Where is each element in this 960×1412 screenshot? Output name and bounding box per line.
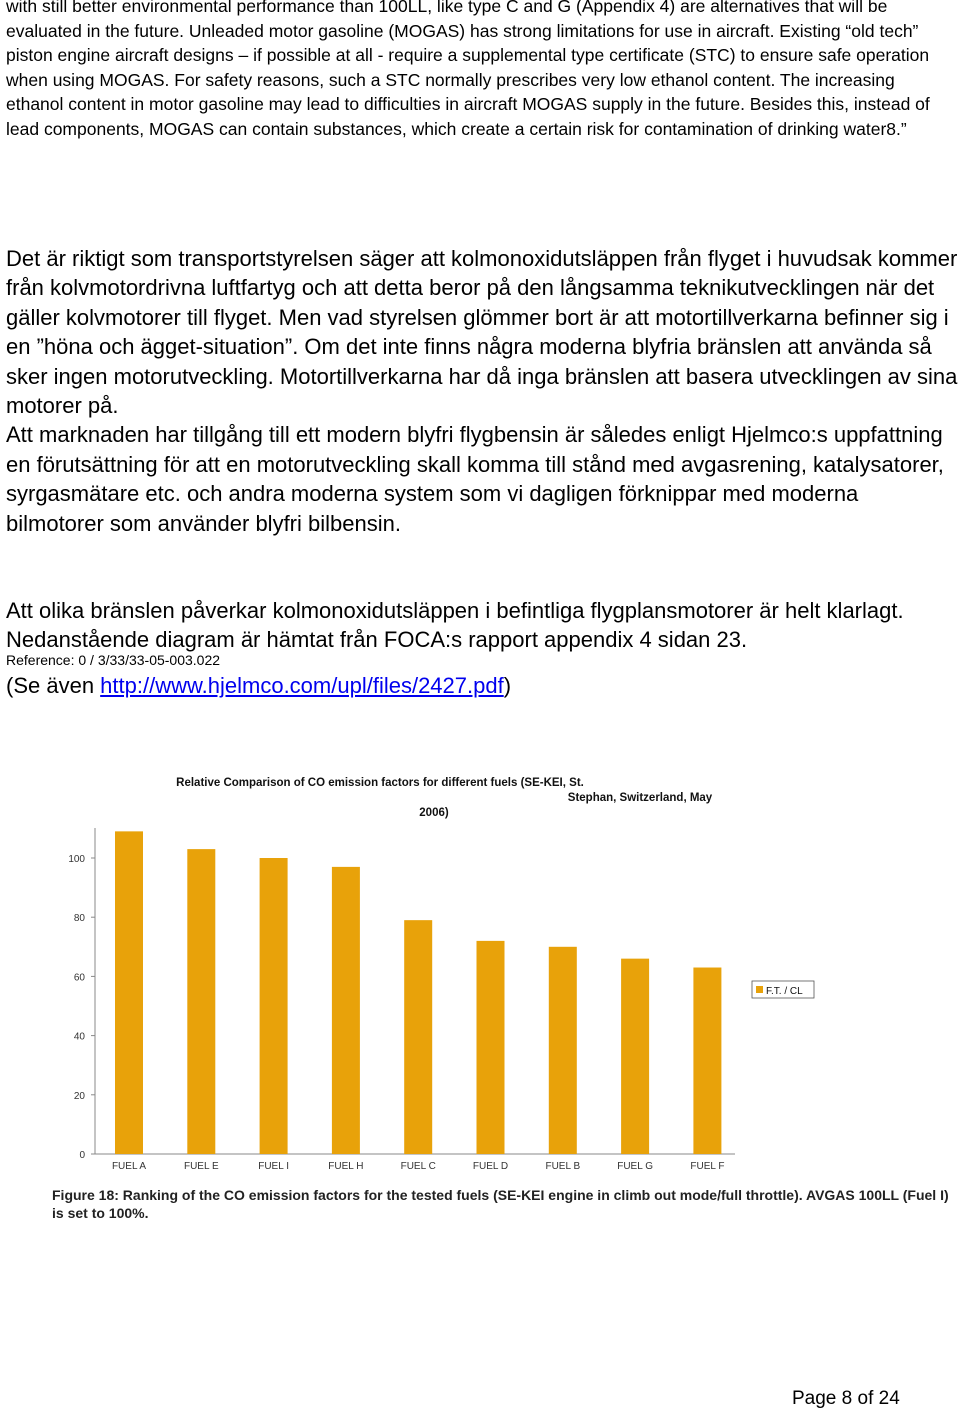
x-tick-label: FUEL A [111,1161,147,1172]
bar [404,920,432,1154]
bar [332,867,360,1154]
bar [187,849,215,1154]
y-tick-label: 100 [68,854,85,865]
see-also-line [6,673,511,699]
y-tick-label: 20 [73,1090,85,1102]
co-emission-chart [0,760,960,1180]
bar [693,968,721,1154]
swedish-text-block [6,244,960,538]
x-tick-label: FUEL B [545,1161,581,1172]
paragraph-marknaden: Att marknaden har tillgång till ett modern blyfri flygbensin är således enligt Hjelmco:s uppfattning en förutsättning för att en motorutveckling skall komma till stånd med avgasrening, katalysatorer, syrgasmätare etc. och andra moderna system som vi dagligen förknippar med moderna bilmotorer som använder blyfri bilbensin. [6,422,944,536]
see-also-suffix: ) [503,673,512,698]
bar [115,831,143,1154]
see-also-prefix: (Se även [6,673,101,698]
bar [621,959,649,1154]
y-tick-label: 40 [73,1031,85,1043]
english-quote-paragraph: with still better environmental performance than 100LL, like type C and G (Appendix 4) are alternatives that will be evaluated in the future. Unleaded motor gasoline (MOGAS) has strong limitations for use in aircraft. Existing “old tech” piston engine aircraft designs – if possible at all - require a supplemental type certificate (STC) to ensure safe operation when using MOGAS. For safety reasons, such a STC normally prescribes very low ethanol content. The increasing ethanol content in motor gasoline may lead to difficulties in aircraft MOGAS supply in the future. Besides this, instead of lead components, MOGAS can contain substances, which create a certain risk for contamination of drinking water8.” [6,0,930,139]
x-tick-label: FUEL F [690,1161,725,1172]
bar [477,941,505,1154]
paragraph-bransle: Att olika bränslen påverkar kolmonoxidutsläppen i befintliga flygplansmotorer är helt klarlagt. Nedanstående diagram är hämtat från FOCA:s rapport appendix 4 sidan 23. [6,598,904,653]
x-tick-label: FUEL I [258,1161,289,1172]
x-tick-label: FUEL D [472,1161,509,1172]
figure-caption: Figure 18: Ranking of the CO emission factors for the tested fuels (SE-KEI engine in climb out mode/full throttle). AVGAS 100LL (Fuel I) is set to 100%. [52,1187,949,1221]
swedish-text-block-2 [6,596,960,655]
x-tick-label: FUEL C [400,1161,436,1172]
x-tick-label: FUEL E [183,1161,219,1172]
legend-label: F.T. / CL [766,986,803,997]
page-number: Page 8 of 24 [792,1388,900,1409]
reference-line: Reference: 0 / 3/33/33-05-003.022 [6,652,221,668]
bar [549,947,577,1154]
x-tick-label: FUEL H [328,1161,364,1172]
chart-title: Relative Comparison of CO emission factors for different fuels (SE-KEI, St. Stephan, Switzerland, May 2006) [176,777,713,819]
paragraph-transportstyrelsen: Det är riktigt som transportstyrelsen säger att kolmonoxidutsläppen från flyget i huvudsak kommer från kolvmotordrivna luftfartyg och att detta beror på den långsamma teknikutvecklingen när det gäller kolvmotorer till flyget. Men vad styrelsen glömmer bort är att motortillverkarna befinner sig i en ”höna och ägget-situation”. Om det inte finns några moderna blyfria bränslen att använda så sker ingen motorutveckling. Motortillverkarna har då inga bränslen att basera utvecklingen av sina motorer på. [6,246,958,419]
bar [260,858,288,1154]
y-tick-label: 60 [73,972,85,984]
legend-swatch [756,986,763,993]
x-tick-label: FUEL G [617,1161,653,1172]
hjelmco-link[interactable]: http://www.hjelmco.com/upl/files/2427.pdf [100,673,504,698]
y-tick-label: 80 [73,913,85,925]
y-tick-label: 0 [79,1150,85,1161]
